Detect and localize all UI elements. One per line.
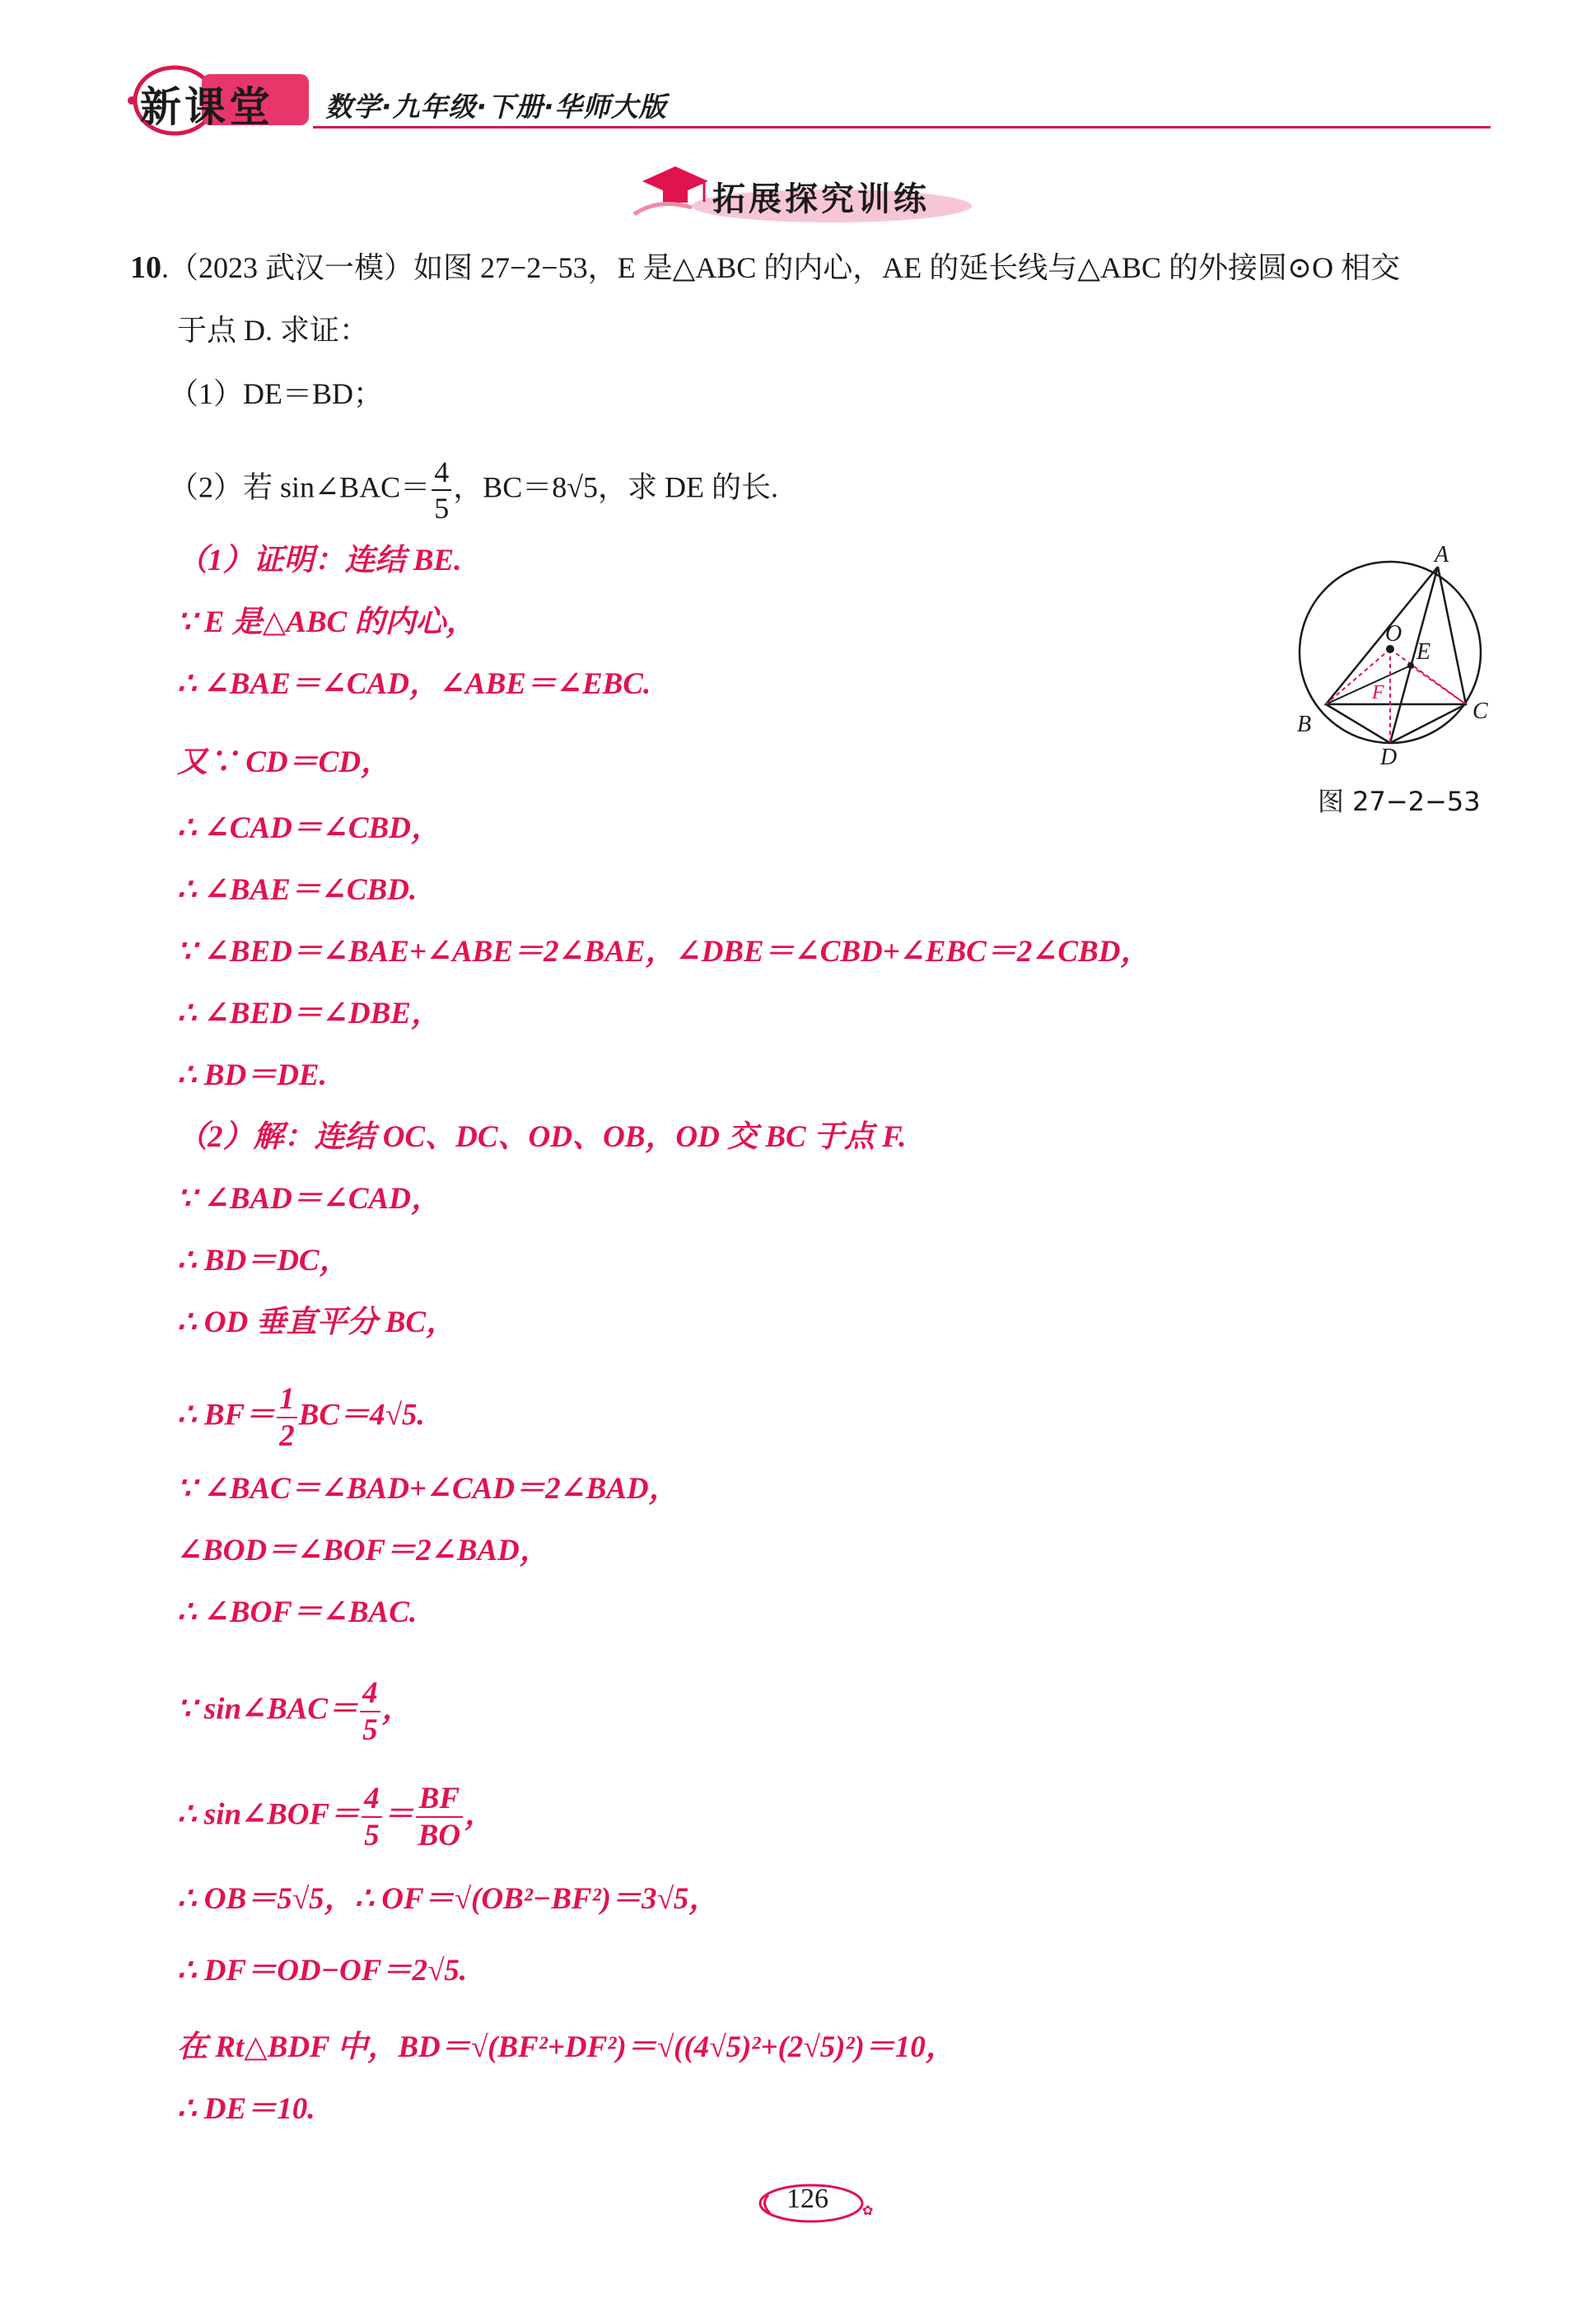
solution-line: ∴ ∠BAE＝∠CAD，∠ABE＝∠EBC.	[177, 667, 651, 701]
problem-intro: .（2023 武汉一模）如图 27−2−53，E 是△ABC 的内心，AE 的延长线与△ABC 的外接圆⊙O 相交	[161, 251, 1401, 284]
page-footer	[754, 2179, 877, 2228]
question-number: 10	[130, 250, 161, 285]
solution-line: ∵ ∠BAD＝∠CAD，	[177, 1182, 441, 1216]
solution-line: ∴ OB＝5√5，∴ OF＝√(OB²−BF²)＝3√5，	[177, 1882, 720, 1916]
fraction-numerator: 1	[277, 1384, 297, 1418]
label-O: O	[1385, 621, 1402, 647]
solution-line: 在 Rt△BDF 中，BD＝√(BF²+DF²)＝√((4√5)²+(2√5)²)＝10，	[177, 2030, 956, 2064]
solution-text: ＝	[383, 1797, 414, 1832]
solution-line: ∴ ∠BAE＝∠CBD.	[177, 873, 418, 907]
section-banner	[626, 156, 988, 231]
solution-line: ∴ DF＝OD−OF＝2√5.	[177, 1954, 468, 1988]
fraction	[432, 457, 451, 523]
solution-line: （2）解：连结 OC、DC、OD、OB，OD 交 BC 于点 F.	[177, 1120, 907, 1154]
solution-line: ∴ OD 垂直平分 BC，	[177, 1306, 457, 1339]
problem-part-2	[169, 457, 778, 523]
solution-text: ，	[464, 1797, 496, 1832]
fraction-numerator: BF	[416, 1783, 463, 1818]
svg-text:✿: ✿	[862, 2204, 874, 2218]
fraction	[360, 1678, 380, 1745]
solution-line: ∵ ∠BED＝∠BAE+∠ABE＝2∠BAE，∠DBE＝∠CBD+∠EBC＝2∠CBD，	[177, 935, 1151, 969]
fraction-denominator: 5	[362, 1713, 378, 1747]
solution-line: ∵ E 是△ABC 的内心，	[177, 605, 477, 639]
solution-text: ∴ sin∠BOF＝	[177, 1797, 361, 1832]
page-number: 126	[786, 2184, 828, 2214]
solution-line-fraction	[177, 1678, 413, 1745]
page-header	[124, 64, 1491, 142]
solution-line: ∠BOD＝∠BOF＝2∠BAD，	[177, 1534, 550, 1567]
fraction	[277, 1384, 297, 1451]
part2-prefix: （2）若 sin∠BAC＝	[169, 470, 431, 504]
book-title: 数学·九年级·下册·华师大版	[325, 91, 667, 123]
solution-text: ∵ sin∠BAC＝	[177, 1692, 359, 1726]
solution-text: BC＝4√5.	[298, 1398, 425, 1432]
solution-line: 又∵ CD＝CD，	[177, 745, 392, 779]
circle-triangle-diagram	[1293, 544, 1507, 766]
geometry-figure	[1293, 544, 1507, 766]
solution-line: ∴ BD＝DE.	[177, 1058, 327, 1092]
problem-intro-2: 于点 D. 求证：	[177, 314, 369, 347]
problem-line-1	[130, 249, 1400, 287]
fraction	[362, 1783, 382, 1851]
label-F: F	[1372, 682, 1384, 703]
section-title: 拓展探究训练	[712, 180, 930, 218]
brand-logo	[124, 64, 313, 142]
part2-suffix: ，BC＝8√5，求 DE 的长.	[453, 470, 778, 504]
label-E: E	[1416, 639, 1431, 665]
header-divider	[313, 126, 1491, 128]
solution-line: ∴ DE＝10.	[177, 2092, 315, 2126]
fraction-denominator: 5	[364, 1819, 380, 1852]
solution-line: （1）证明：连结 BE.	[177, 544, 462, 577]
label-A: A	[1435, 544, 1449, 568]
fraction-numerator: 4	[360, 1678, 380, 1712]
solution-line-fraction	[177, 1783, 495, 1851]
fraction	[416, 1783, 463, 1851]
logo-text: 新课堂	[140, 83, 273, 131]
solution-line: ∴ ∠CAD＝∠CBD，	[177, 811, 441, 845]
solution-line: ∴ ∠BED＝∠DBE，	[177, 997, 441, 1030]
fraction-numerator: 4	[362, 1783, 382, 1818]
solution-line-fraction	[177, 1384, 425, 1451]
solution-text: ，	[381, 1692, 413, 1726]
problem-part-1: （1）DE＝BD；	[169, 377, 383, 410]
figure-caption: 图 27−2−53	[1318, 786, 1481, 817]
solution-line: ∵ ∠BAC＝∠BAD+∠CAD＝2∠BAD，	[177, 1472, 679, 1506]
label-B: B	[1297, 712, 1312, 737]
solution-line: ∴ BD＝DC，	[177, 1244, 350, 1278]
fraction-denominator: 2	[279, 1419, 295, 1453]
fraction-denominator: BO	[418, 1819, 461, 1852]
label-D: D	[1380, 745, 1398, 766]
label-C: C	[1472, 698, 1488, 724]
solution-text: ∴ BF＝	[177, 1398, 276, 1432]
fraction-numerator: 4	[432, 457, 451, 491]
fraction-denominator: 5	[434, 492, 450, 525]
solution-line: ∴ ∠BOF＝∠BAC.	[177, 1595, 418, 1629]
